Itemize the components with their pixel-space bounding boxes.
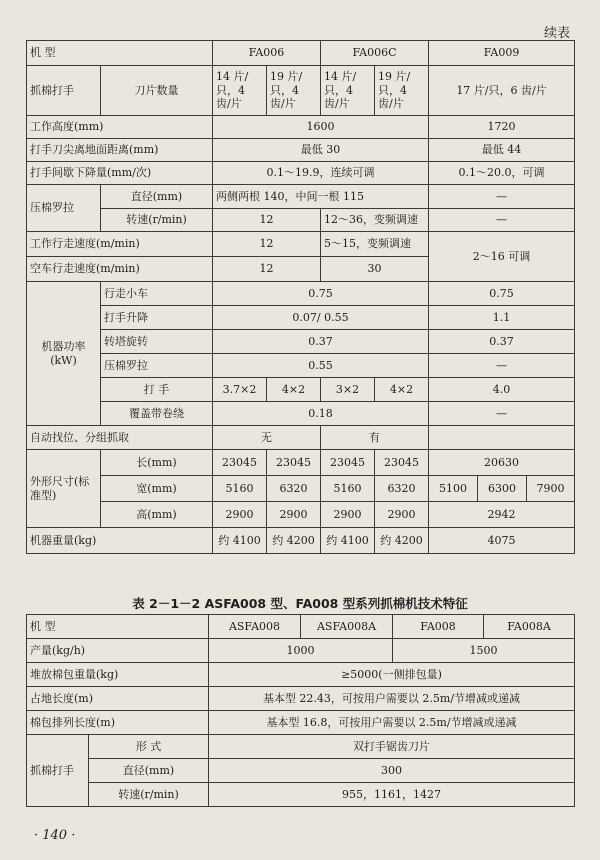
row-label: 机器功率(kW) <box>27 282 101 426</box>
table-cell: 最低 30 <box>213 139 429 162</box>
table-cell: 2～16 可调 <box>429 232 575 282</box>
table-cell: 30 <box>321 257 429 282</box>
row-label: 行走小车 <box>101 282 213 306</box>
row-label: 压棉罗拉 <box>27 185 101 232</box>
model-label: 机 型 <box>27 615 209 639</box>
table-cell: 12 <box>213 257 321 282</box>
table-row <box>27 687 575 711</box>
table-cell: 14 片/只，4 齿/片 <box>213 66 267 116</box>
continued-label: 续表 <box>543 26 570 41</box>
table-cell: 6320 <box>267 476 321 502</box>
table-cell <box>429 426 575 450</box>
table-cell: 2900 <box>375 502 429 528</box>
row-label: 产量(kg/h) <box>27 639 209 663</box>
row-label: 宽(mm) <box>101 476 213 502</box>
table-cell: 19 片/只，4 齿/片 <box>267 66 321 116</box>
row-label: 工作高度(mm) <box>27 116 213 139</box>
table-cell: ≥5000(一侧排包量) <box>209 663 575 687</box>
table-row <box>27 450 575 476</box>
table-cell: 0.07/ 0.55 <box>213 306 429 330</box>
table-row <box>27 528 575 554</box>
table-cell: 0.37 <box>213 330 429 354</box>
table-cell: 23045 <box>213 450 267 476</box>
table-cell: 23045 <box>375 450 429 476</box>
table-row <box>27 426 575 450</box>
table-row <box>27 402 575 426</box>
table-row <box>27 41 575 66</box>
row-label: 堆放棉包重量(kg) <box>27 663 209 687</box>
beater-label: 抓棉打手 <box>27 66 101 116</box>
row-label: 直径(mm) <box>89 759 209 783</box>
table-cell: 12～36，变频调速 <box>321 209 429 232</box>
row-label: 打手刀尖离地面距离(mm) <box>27 139 213 162</box>
table-cell: 6320 <box>375 476 429 502</box>
table-cell: 约 4200 <box>267 528 321 554</box>
table-cell: 23045 <box>321 450 375 476</box>
blade-count-label: 刀片数量 <box>101 66 213 116</box>
table-cell: 17 片/只，6 齿/片 <box>429 66 575 116</box>
table-row <box>27 66 575 116</box>
row-label: 机器重量(kg) <box>27 528 213 554</box>
row-label: 自动找位、分组抓取 <box>27 426 213 450</box>
table-cell: 两侧两根 140，中间一根 115 <box>213 185 429 209</box>
table-cell: 12 <box>213 209 321 232</box>
table-cell: 5160 <box>213 476 267 502</box>
table-cell: 2900 <box>213 502 267 528</box>
table-row <box>27 185 575 209</box>
table-cell: — <box>429 209 575 232</box>
table-row <box>27 639 575 663</box>
table-row <box>27 663 575 687</box>
table-row <box>27 711 575 735</box>
row-label: 转速(r/min) <box>89 783 209 807</box>
table-cell: — <box>429 354 575 378</box>
table-cell: 3×2 <box>321 378 375 402</box>
table-cell: 双打手锯齿刀片 <box>209 735 575 759</box>
table-cell: 955，1161，1427 <box>209 783 575 807</box>
table-cell: 6300 <box>478 476 527 502</box>
table-cell: 5100 <box>429 476 478 502</box>
spec-table-fa008 <box>26 614 575 807</box>
table-cell: — <box>429 402 575 426</box>
table-row <box>27 783 575 807</box>
row-label: 空车行走速度(m/min) <box>27 257 213 282</box>
table-row <box>27 502 575 528</box>
table-cell: 1.1 <box>429 306 575 330</box>
table-cell: 最低 44 <box>429 139 575 162</box>
table-row <box>27 735 575 759</box>
table-row <box>27 476 575 502</box>
table-cell: 5160 <box>321 476 375 502</box>
model-fa009: FA009 <box>429 41 575 66</box>
row-label: 打手升降 <box>101 306 213 330</box>
table-cell: 1000 <box>209 639 393 663</box>
table-cell: 约 4100 <box>321 528 375 554</box>
table-cell: 5～15，变频调速 <box>321 232 429 257</box>
row-label: 棉包排列长度(m) <box>27 711 209 735</box>
table-row <box>27 232 575 257</box>
table-cell: 0.18 <box>213 402 429 426</box>
model-fa006c: FA006C <box>321 41 429 66</box>
page-number: · 140 · <box>34 828 76 843</box>
table-cell: 有 <box>321 426 429 450</box>
table-cell: 0.75 <box>429 282 575 306</box>
row-label: 压棉罗拉 <box>101 354 213 378</box>
table-row <box>27 378 575 402</box>
table-cell: 4075 <box>429 528 575 554</box>
row-label: 抓棉打手 <box>27 735 89 807</box>
table-cell: 7900 <box>527 476 575 502</box>
row-label: 形 式 <box>89 735 209 759</box>
row-label: 打手间歇下降量(mm/次) <box>27 162 213 185</box>
table-cell: 约 4100 <box>213 528 267 554</box>
table-row <box>27 354 575 378</box>
model-fa008: FA008 <box>393 615 484 639</box>
table-cell: 12 <box>213 232 321 257</box>
model-asfa008: ASFA008 <box>209 615 301 639</box>
table-caption: 表 2－1－2 ASFA008 型、FA008 型系列抓棉机技术特征 <box>132 596 468 611</box>
row-label: 高(mm) <box>101 502 213 528</box>
table-row <box>27 615 575 639</box>
row-label: 打 手 <box>101 378 213 402</box>
table-cell: 约 4200 <box>375 528 429 554</box>
table-row <box>27 330 575 354</box>
row-label: 转速(r/min) <box>101 209 213 232</box>
row-label: 覆盖带卷绕 <box>101 402 213 426</box>
table-cell: 1600 <box>213 116 429 139</box>
table-cell: 20630 <box>429 450 575 476</box>
row-label: 长(mm) <box>101 450 213 476</box>
table-cell: 14 片/只，4 齿/片 <box>321 66 375 116</box>
table-cell: 4×2 <box>375 378 429 402</box>
spec-table-continued <box>26 40 575 554</box>
table-row <box>27 306 575 330</box>
row-label: 直径(mm) <box>101 185 213 209</box>
model-label: 机 型 <box>27 41 213 66</box>
table-cell: 1500 <box>393 639 575 663</box>
table-cell: 2900 <box>321 502 375 528</box>
model-fa008a: FA008A <box>484 615 575 639</box>
table-cell: 0.55 <box>213 354 429 378</box>
table-cell: 2942 <box>429 502 575 528</box>
table-cell: 0.1～19.9，连续可调 <box>213 162 429 185</box>
row-label: 占地长度(m) <box>27 687 209 711</box>
table-cell: 23045 <box>267 450 321 476</box>
table-cell: 基本型 16.8，可按用户需要以 2.5m/节增减或递减 <box>209 711 575 735</box>
model-fa006: FA006 <box>213 41 321 66</box>
table-row <box>27 139 575 162</box>
table-row <box>27 162 575 185</box>
table-cell: 3.7×2 <box>213 378 267 402</box>
table-cell: 0.1～20.0，可调 <box>429 162 575 185</box>
table-row <box>27 209 575 232</box>
table-row <box>27 759 575 783</box>
table-cell: 2900 <box>267 502 321 528</box>
table-cell: 基本型 22.43，可按用户需要以 2.5m/节增减或递减 <box>209 687 575 711</box>
model-asfa008a: ASFA008A <box>301 615 393 639</box>
row-label: 转塔旋转 <box>101 330 213 354</box>
table-cell: 4.0 <box>429 378 575 402</box>
table-cell: 300 <box>209 759 575 783</box>
table-row <box>27 282 575 306</box>
table-cell: 无 <box>213 426 321 450</box>
table-cell: 0.37 <box>429 330 575 354</box>
table-cell: 19 片/只，4 齿/片 <box>375 66 429 116</box>
table-cell: — <box>429 185 575 209</box>
row-label: 外形尺寸(标准型) <box>27 450 101 528</box>
table-cell: 1720 <box>429 116 575 139</box>
table-row <box>27 116 575 139</box>
table-cell: 0.75 <box>213 282 429 306</box>
table-cell: 4×2 <box>267 378 321 402</box>
row-label: 工作行走速度(m/min) <box>27 232 213 257</box>
